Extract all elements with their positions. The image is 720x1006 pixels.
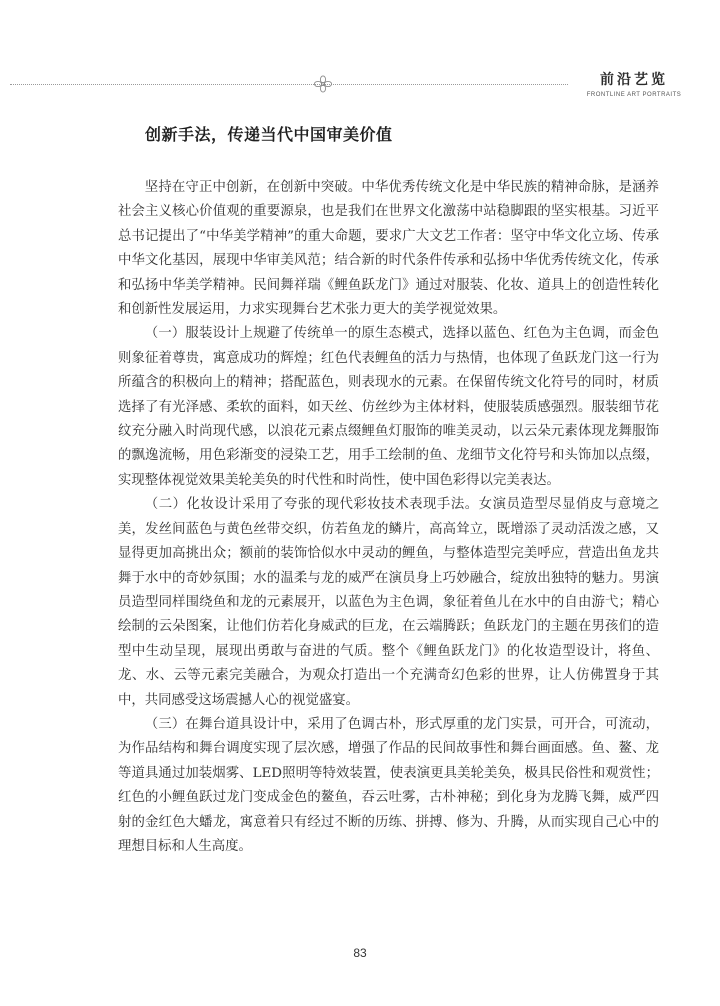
header-dotted-rule <box>10 84 568 85</box>
journal-header <box>579 71 689 100</box>
journal-title: 前沿艺览 <box>600 72 668 88</box>
page-number: 83 <box>353 946 367 960</box>
flower-ornament-icon <box>312 74 334 94</box>
paragraph-costume: （一）服装设计上规避了传统单一的原生态模式，选择以蓝色、红色为主色调，而金色则象征着尊贵，寓意成功的辉煌；红色代表鲤鱼的活力与热情，也体现了鱼跃龙门这一行为所蕴含的积极向上的精神；搭配蓝色，则表现水的元素。在保留传统文化符号的同时，材质选择了有光泽感、柔软的面料，如天丝、仿丝纱为主体材料，使服装质感强烈。服装细节花纹充分融入时尚现代感，以浪花元素点缀鲤鱼灯服饰的唯美灵动，以云朵元素体现龙舞服饰的飘逸流畅，用色彩渐变的浸染工艺，用手工绘制的鱼、龙细节文化符号和头饰加以点缀，实现整体视觉效果美轮美奂的时代性和时尚性，使中国色彩得以完美表达。 <box>118 326 659 488</box>
paragraph-intro: 坚持在守正中创新，在创新中突破。中华优秀传统文化是中华民族的精神命脉，是涵养社会主义核心价值观的重要源泉，也是我们在世界文化激荡中站稳脚跟的坚实根基。习近平总书记提出了“中华美学精神”的重大命题，要求广大文艺工作者：坚守中华文化立场、传承中华文化基因，展现中华审美风范；结合新的时代条件传承和弘扬中华优秀传统文化，传承和弘扬中华美学精神。民间舞祥瑞《鲤鱼跃龙门》通过对服装、化妆、道具上的创造性转化和创新性发展运用，力求实现舞台艺术张力更大的美学视觉效果。 <box>118 180 659 318</box>
section-heading: 创新手法，传递当代中国审美价值 <box>145 125 393 144</box>
journal-subtitle: FRONTLINE ART PORTRAITS <box>586 92 682 98</box>
paragraph-props: （三）在舞台道具设计中，采用了色调古朴，形式厚重的龙门实景，可开合，可流动，为作品结构和舞台调度实现了层次感，增强了作品的民间故事性和舞台画面感。鱼、鳌、龙等道具通过加装烟雾、LED照明等特效装置，使表演更具美轮美奂，极具民俗性和观赏性；红色的小鲤鱼跃过龙门变成金色的鳌鱼，吞云吐雾，古朴神秘；到化身为龙腾飞舞，威严四射的金红色大蟠龙，寓意着只有经过不断的历练、拼搏、修为、升腾，从而实现自己心中的理想目标和人生高度。 <box>118 716 659 854</box>
paragraph-makeup: （二）化妆设计采用了夸张的现代彩妆技术表现手法。女演员造型尽显俏皮与意境之美，发丝间蓝色与黄色丝带交织，仿若鱼龙的鳞片，高高耸立，既增添了灵动活泼之感，又显得更加高挑出众；额前的装饰恰似水中灵动的鲤鱼，与整体造型完美呼应，营造出鱼龙共舞于水中的奇妙氛围；水的温柔与龙的威严在演员身上巧妙融合，绽放出独特的魅力。男演员造型同样围绕鱼和龙的元素展开，以蓝色为主色调，象征着鱼儿在水中的自由游弋；精心绘制的云朵图案，让他们仿若化身威武的巨龙，在云端腾跃；鱼跃龙门的主题在男孩们的造型中生动呈现，展现出勇敢与奋进的气质。整个《鲤鱼跃龙门》的化妆造型设计，将鱼、龙、水、云等元素完美融合，为观众打造出一个充满奇幻色彩的世界，让人仿佛置身于其中，共同感受这场震撼人心的视觉盛宴。 <box>118 497 659 708</box>
article-body <box>118 176 659 859</box>
